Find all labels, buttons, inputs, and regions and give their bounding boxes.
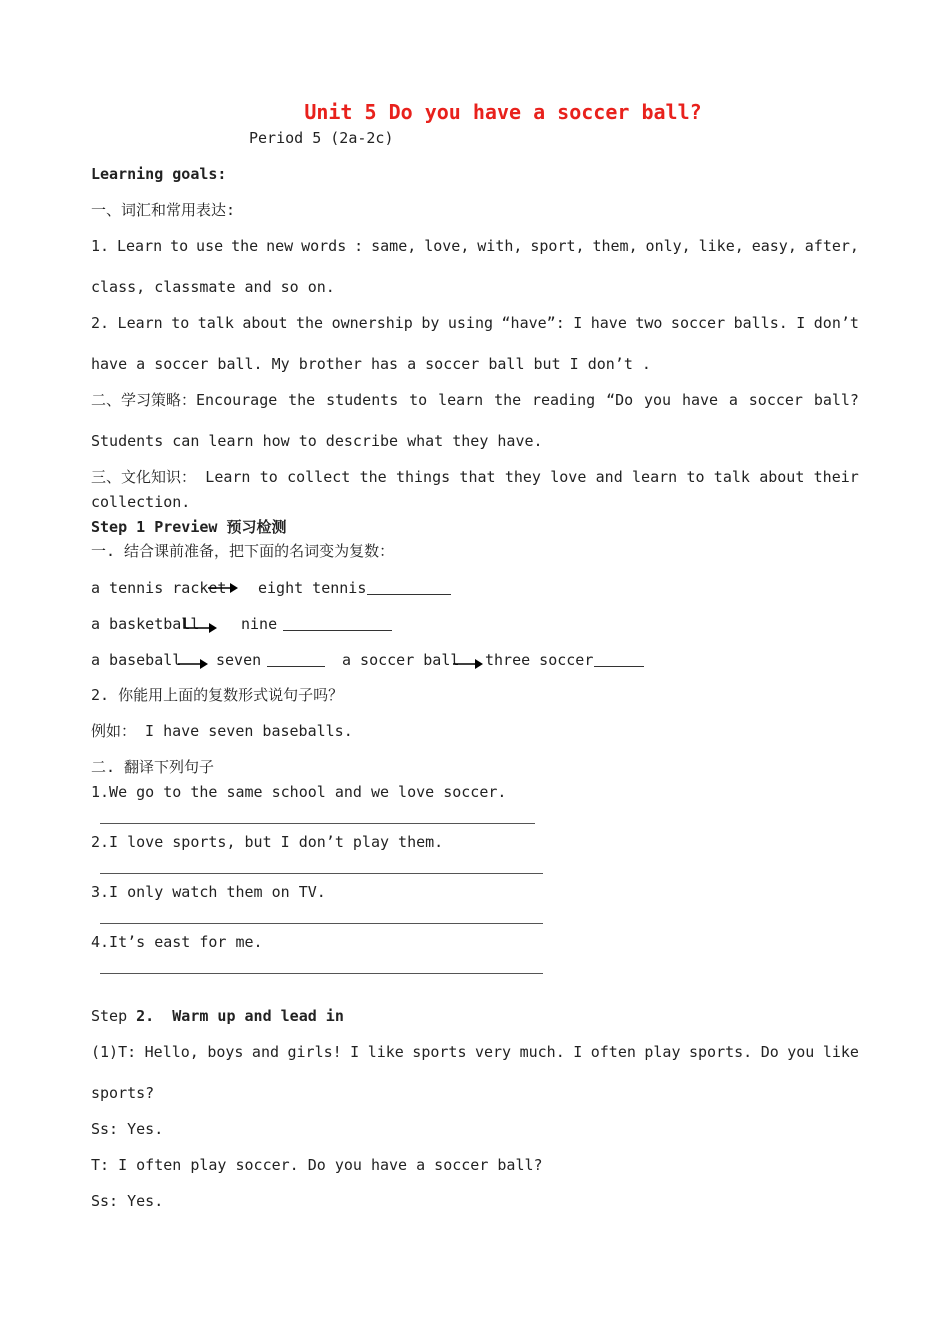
document-title: Unit 5 Do you have a soccer ball?	[304, 100, 702, 124]
learning-goals-heading: Learning goals:	[91, 165, 227, 183]
step1-part2-heading: 二. 翻译下列句子	[91, 758, 215, 776]
period-subtitle: Period 5 (2a-2c)	[249, 129, 394, 147]
singular-tennis-racket: a tennis racket	[91, 579, 227, 597]
step2-heading: Step 2. Warm up and lead in	[91, 1007, 344, 1025]
question-2: 2. 你能用上面的复数形式说句子吗？	[91, 686, 344, 704]
section2-line1: 二、学习策略：Encourage the students to learn the reading “Do you have a soccer ball?	[91, 391, 859, 409]
dialogue-ss-1: Ss: Yes.	[91, 1120, 164, 1138]
translation-answer-line[interactable]	[100, 873, 543, 874]
answer-blank[interactable]	[594, 652, 644, 667]
plural-tennis-prompt: eight tennis	[258, 579, 367, 597]
translate-sentence-1: 1.We go to the same school and we love soccer.	[91, 783, 507, 801]
dialogue-line-1-cont: sports?	[91, 1084, 155, 1102]
dialogue-line-1: (1)T: Hello, boys and girls! I like sports very much. I often play sports. Do you like	[91, 1043, 859, 1061]
arrow-right-icon	[208, 582, 238, 594]
arrow-right-icon	[178, 658, 208, 670]
goal-item-1-line2: class, classmate and so on.	[91, 278, 335, 296]
section3-line2: collection.	[91, 493, 191, 511]
goal-item-1-line1: 1. Learn to use the new words : same, love, with, sport, them, only, like, easy, after,	[91, 237, 859, 255]
singular-soccer-ball: a soccer ball	[342, 651, 460, 669]
step1-part1-heading: 一. 结合课前准备，把下面的名词变为复数：	[91, 542, 395, 560]
plural-basketball-prompt: nine	[241, 615, 278, 633]
section3-line1: 三、文化知识： Learn to collect the things that they love and learn to talk about their	[91, 468, 859, 486]
arrow-right-icon	[183, 618, 217, 634]
singular-basketball: a basketball	[91, 615, 200, 633]
translation-answer-line[interactable]	[100, 923, 543, 924]
answer-blank[interactable]	[367, 580, 451, 595]
translate-sentence-2: 2.I love sports, but I don’t play them.	[91, 833, 444, 851]
translation-answer-line[interactable]	[100, 823, 535, 824]
answer-blank[interactable]	[267, 652, 325, 667]
plural-soccer-prompt: three soccer	[485, 651, 594, 669]
example-sentence: 例如： I have seven baseballs.	[91, 722, 353, 740]
translation-answer-line[interactable]	[100, 973, 543, 974]
plural-row-1	[91, 578, 226, 598]
goal-item-2-line2: have a soccer ball. My brother has a soccer ball but I don’t .	[91, 355, 651, 373]
step1-heading: Step 1 Preview 预习检测	[91, 518, 287, 536]
goal-item-2-line1: 2. Learn to talk about the ownership by using “have”: I have two soccer balls. I don’t	[91, 314, 859, 332]
answer-blank[interactable]	[283, 616, 392, 631]
dialogue-t-2: T: I often play soccer. Do you have a soccer ball?	[91, 1156, 543, 1174]
section2-line2: Students can learn how to describe what they have.	[91, 432, 543, 450]
section1-heading: 一、词汇和常用表达:	[91, 201, 236, 219]
translate-sentence-3: 3.I only watch them on TV.	[91, 883, 326, 901]
singular-baseball: a baseball	[91, 651, 182, 669]
arrow-right-icon	[453, 658, 483, 670]
dialogue-ss-2: Ss: Yes.	[91, 1192, 164, 1210]
translate-sentence-4: 4.It’s east for me.	[91, 933, 263, 951]
plural-baseball-prompt: seven	[216, 651, 262, 669]
